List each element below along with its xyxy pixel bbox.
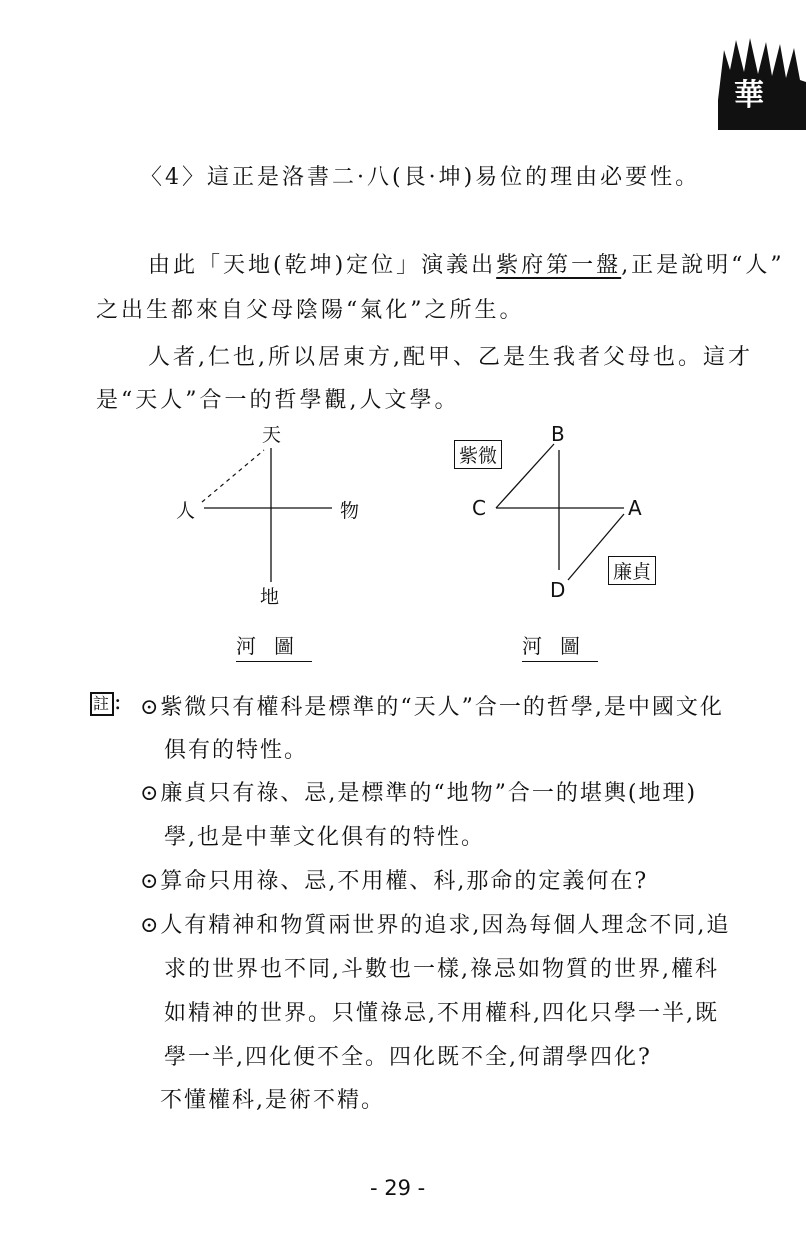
label-earth: 地 <box>260 586 280 608</box>
diagram-heaven-earth <box>170 420 370 620</box>
note-2-line1: ⊙廉貞只有祿、忌,是標準的“地物”合一的堪輿(地理) <box>140 781 698 806</box>
label-b: B <box>551 422 565 446</box>
note-2-line2: 學,也是中華文化俱有的特性。 <box>164 825 485 850</box>
publisher-logo <box>716 30 806 130</box>
para2-line2: 是“天人”合一的哲學觀,人文學。 <box>96 388 460 413</box>
note-badge: 註 <box>90 692 114 716</box>
note-4-line5: 不懂權科,是術不精。 <box>160 1088 385 1113</box>
section-4-text: 〈4〉這正是洛書二·八(艮·坤)易位的理由必要性。 <box>140 165 701 190</box>
label-d: D <box>550 578 566 602</box>
note-4-line2: 求的世界也不同,斗數也一樣,祿忌如物質的世界,權科 <box>164 957 719 982</box>
note-4-line4: 學一半,四化便不全。四化既不全,何謂學四化? <box>164 1045 652 1070</box>
note-colon: : <box>114 690 124 715</box>
caption-left: 河圖 <box>236 630 312 662</box>
note-4-line1: ⊙人有精神和物質兩世界的追求,因為每個人理念不同,追 <box>140 913 731 938</box>
note-label <box>90 690 123 716</box>
para1-line1-a: 由此「天地(乾坤)定位」演義出 <box>148 253 497 278</box>
note-1-line1: ⊙紫微只有權科是標準的“天人”合一的哲學,是中國文化 <box>140 695 724 720</box>
page-number: - 29 - <box>370 1176 426 1200</box>
caption-right: 河圖 <box>522 630 598 662</box>
note-3-line1: ⊙算命只用祿、忌,不用權、科,那命的定義何在? <box>140 869 649 894</box>
box-lianzhen: 廉貞 <box>608 556 656 585</box>
para1-line1 <box>148 248 785 279</box>
label-man: 人 <box>176 500 196 522</box>
label-a: A <box>628 496 642 520</box>
label-heaven: 天 <box>262 424 282 446</box>
label-c: C <box>472 496 486 520</box>
diagram-abcd <box>452 420 672 610</box>
para1-line1-b: ,正是說明“人” <box>621 253 785 278</box>
para2-line1: 人者,仁也,所以居東方,配甲、乙是生我者父母也。這才 <box>148 345 753 370</box>
zifu-first-chart-term: 紫府第一盤 <box>496 253 622 278</box>
box-ziwei: 紫微 <box>454 440 502 469</box>
note-4-line3: 如精神的世界。只懂祿忌,不用權科,四化只學一半,既 <box>164 1001 719 1026</box>
label-things: 物 <box>340 500 360 522</box>
logo-char: 華 <box>734 78 764 113</box>
note-1-line2: 俱有的特性。 <box>164 738 309 763</box>
para1-line2: 之出生都來自父母陰陽“氣化”之所生。 <box>96 298 525 323</box>
